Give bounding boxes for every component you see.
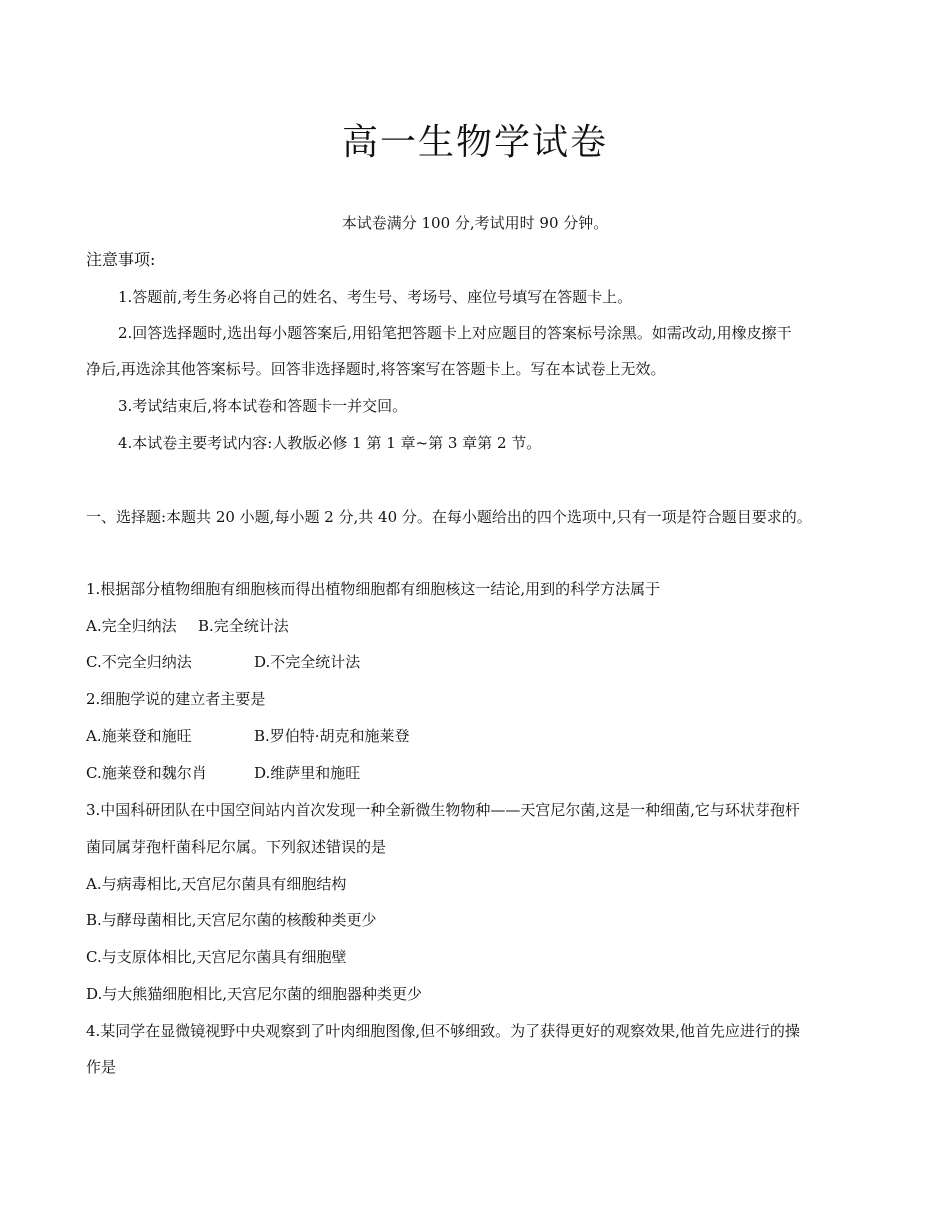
option-b: B.完全统计法 [198, 617, 289, 635]
option-row [86, 615, 289, 637]
notice-heading: 注意事项: [86, 250, 156, 269]
notice-item: 4.本试卷主要考试内容:人教版必修 1 第 1 章~第 3 章第 2 节。 [118, 434, 542, 452]
option-c: C.施莱登和魏尔肖 [86, 764, 207, 782]
question-stem: 3.中国科研团队在中国空间站内首次发现一种全新微生物物种——天宫尼尔菌,这是一种细菌,它与环状芽孢杆 [86, 801, 800, 819]
option-d: D.不完全统计法 [254, 653, 361, 671]
option-row [86, 762, 360, 784]
question-stem: 1.根据部分植物细胞有细胞核而得出植物细胞都有细胞核这一结论,用到的科学方法属于 [86, 580, 661, 598]
option-b: B.罗伯特·胡克和施莱登 [254, 727, 410, 745]
page-title: 高一生物学试卷 [341, 122, 608, 163]
notice-item: 3.考试结束后,将本试卷和答题卡一并交回。 [118, 397, 408, 415]
question-stem: 4.某同学在显微镜视野中央观察到了叶肉细胞图像,但不够细致。为了获得更好的观察效果,他首先应进行的操 [86, 1022, 800, 1040]
question-stem: 2.细胞学说的建立者主要是 [86, 690, 266, 708]
option-a: A.与病毒相比,天宫尼尔菌具有细胞结构 [86, 875, 347, 893]
option-c: C.不完全归纳法 [86, 653, 192, 671]
option-b: B.与酵母菌相比,天宫尼尔菌的核酸种类更少 [86, 911, 377, 929]
option-d: D.维萨里和施旺 [254, 764, 361, 782]
notice-item: 2.回答选择题时,选出每小题答案后,用铅笔把答题卡上对应题目的答案标号涂黑。如需改动,用橡皮擦干 [118, 324, 792, 342]
question-stem-continued: 作是 [86, 1058, 117, 1076]
exam-info: 本试卷满分 100 分,考试用时 90 分钟。 [341, 214, 609, 232]
option-c: C.与支原体相比,天宫尼尔菌具有细胞壁 [86, 948, 347, 966]
option-row [86, 651, 360, 673]
option-row [86, 725, 410, 747]
option-d: D.与大熊猫细胞相比,天宫尼尔菌的细胞器种类更少 [86, 985, 423, 1003]
section-heading: 一、选择题:本题共 20 小题,每小题 2 分,共 40 分。在每小题给出的四个选项中,只有一项是符合题目要求的。 [86, 508, 812, 526]
question-stem-continued: 菌同属芽孢杆菌科尼尔属。下列叙述错误的是 [86, 838, 387, 856]
notice-item: 1.答题前,考生务必将自己的姓名、考生号、考场号、座位号填写在答题卡上。 [118, 288, 633, 306]
option-a: A.完全归纳法 [86, 617, 177, 635]
option-a: A.施莱登和施旺 [86, 727, 192, 745]
notice-item-continued: 净后,再选涂其他答案标号。回答非选择题时,将答案写在答题卡上。写在本试卷上无效。 [86, 360, 666, 378]
